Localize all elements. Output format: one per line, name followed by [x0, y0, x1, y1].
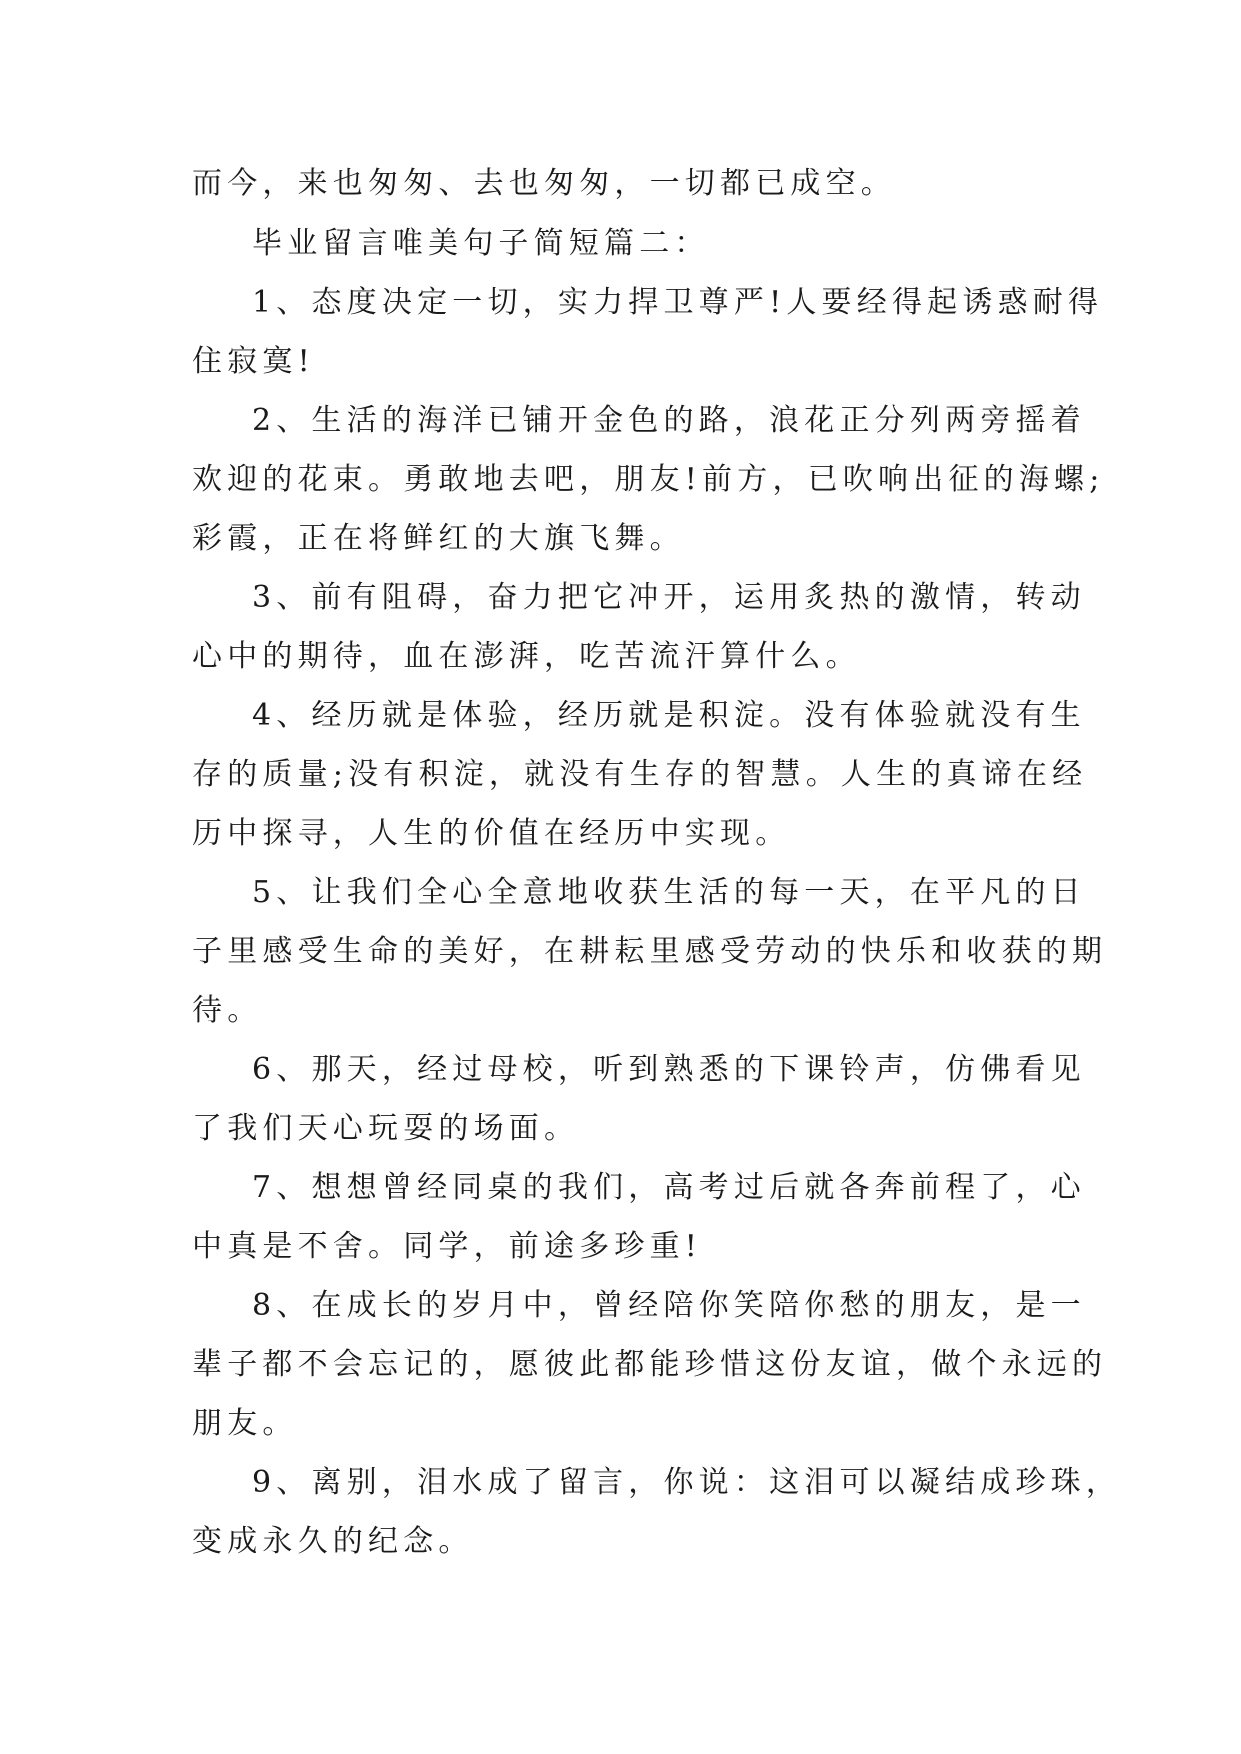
- text-line: 了我们天心玩耍的场面。: [192, 1111, 580, 1146]
- text-line: 中真是不舍。同学，前途多珍重!: [192, 1229, 703, 1264]
- text-line: 待。: [192, 993, 263, 1028]
- text-line: 1、态度决定一切，实力捍卫尊严!人要经得起诱惑耐得: [252, 285, 1104, 320]
- text-line: 2、生活的海洋已铺开金色的路，浪花正分列两旁摇着: [252, 403, 1086, 438]
- text-line: 心中的期待，血在澎湃，吃苦流汗算什么。: [192, 639, 861, 674]
- text-line: 而今，来也匆匆、去也匆匆，一切都已成空。: [192, 166, 896, 201]
- text-line: 变成永久的纪念。: [192, 1524, 474, 1559]
- text-line: 历中探寻，人生的价值在经历中实现。: [192, 816, 791, 851]
- text-line: 存的质量;没有积淀，就没有生存的智慧。人生的真谛在经: [192, 757, 1088, 792]
- text-line: 5、让我们全心全意地收获生活的每一天，在平凡的日: [252, 875, 1086, 910]
- text-line: 4、经历就是体验，经历就是积淀。没有体验就没有生: [252, 698, 1086, 733]
- text-line: 子里感受生命的美好，在耕耘里感受劳动的快乐和收获的期: [192, 934, 1108, 969]
- text-line: 8、在成长的岁月中，曾经陪你笑陪你愁的朋友，是一: [252, 1288, 1086, 1323]
- text-line: 欢迎的花束。勇敢地去吧，朋友!前方，已吹响出征的海螺;: [192, 462, 1105, 497]
- text-line: 彩霞，正在将鲜红的大旗飞舞。: [192, 521, 685, 556]
- text-line: 6、那天，经过母校，听到熟悉的下课铃声，仿佛看见: [252, 1052, 1086, 1087]
- text-line: 朋友。: [192, 1406, 298, 1441]
- text-line: 住寂寞!: [192, 344, 315, 379]
- section-heading: 毕业留言唯美句子简短篇二：: [252, 226, 710, 261]
- text-line: 3、前有阻碍，奋力把它冲开，运用炙热的激情，转动: [252, 580, 1086, 615]
- text-line: 9、离别，泪水成了留言，你说：这泪可以凝结成珍珠，: [252, 1465, 1122, 1500]
- text-line: 7、想想曾经同桌的我们，高考过后就各奔前程了，心: [252, 1170, 1086, 1205]
- text-line: 辈子都不会忘记的，愿彼此都能珍惜这份友谊，做个永远的: [192, 1347, 1108, 1382]
